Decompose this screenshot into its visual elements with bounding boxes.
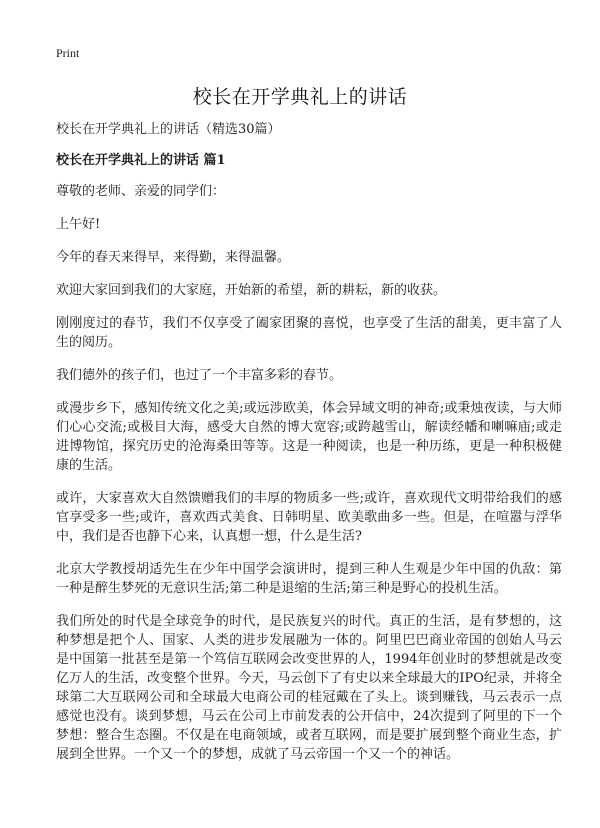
paragraph: 我们所处的时代是全球竞争的时代，是民族复兴的时代。真正的生活，是有梦想的，这种梦想是把个人、国家、人类的进步发展融为一体的。阿里巴巴商业帝国的创始人马云是中国第一批甚至是第一个笃信互联网会改变世界的人，1994年创业时的梦想就是改变亿万人的生活，改变整个世界。今天，马云创下了有史以来全球最大的IPO纪录，并将全球第二大互联网公司和全球最大电商公司的桂冠戴在了头上。谈到赚钱，马云表示一点感觉也没有。谈到梦想，马云在公司上市前发表的公开信中，24次提到了阿里的下一个梦想：整合生态圈。不仅是在电商领域，或者互联网，而是要扩展到整个商业生态，扩展到全世界。一个又一个的梦想，成就了马云帝国一个又一个的神话。 (56, 614, 562, 762)
paragraph: 欢迎大家回到我们的大家庭，开始新的希望，新的耕耘，新的收获。 (56, 283, 447, 298)
paragraph: 或漫步乡下，感知传统文化之美;或远涉欧美，体会异域文明的神奇;或秉烛夜读，与大师们心心交流;或极目大海，感受大自然的博大宽容;或跨越雪山，解读经幡和喇嘛庙;或走进博物馆，探究历史的沧海桑田等等。这是一种阅读，也是一种历练，更是一种积极健康的生活。 (56, 401, 562, 473)
paragraph: 今年的春天来得早，来得勤，来得温馨。 (56, 250, 291, 265)
paragraph: 刚刚度过的春节，我们不仅享受了阖家团聚的喜悦，也享受了生活的甜美，更丰富了人生的阅历。 (56, 316, 562, 350)
page-title: 校长在开学典礼上的讲话 (192, 86, 408, 108)
paragraph: 我们德外的孩子们，也过了一个丰富多彩的春节。 (56, 368, 343, 383)
print-link[interactable]: Print (56, 46, 80, 60)
article-body (56, 120, 562, 778)
paragraph-salutation: 上午好! (56, 217, 101, 232)
article-subtitle: 校长在开学典礼上的讲话（精选30篇） (56, 122, 281, 137)
paragraph: 北京大学教授胡适先生在少年中国学会演讲时，提到三种人生观是少年中国的仇敌：第一种是醉生梦死的无意识生活;第二种是退缩的生活;第三种是野心的投机生活。 (56, 562, 562, 596)
paragraph-greeting: 尊敬的老师、亲爱的同学们： (56, 184, 226, 199)
section-heading: 校长在开学典礼上的讲话 篇1 (56, 153, 226, 168)
paragraph: 或许，大家喜欢大自然馈赠我们的丰厚的物质多一些;或许，喜欢现代文明带给我们的感官享受多一些;或许，喜欢西式美食、日韩明星、欧美歌曲多一些。但是，在喧嚣与浮华中，我们是否也静下心来，认真想一想，什么是生活? (56, 491, 562, 544)
